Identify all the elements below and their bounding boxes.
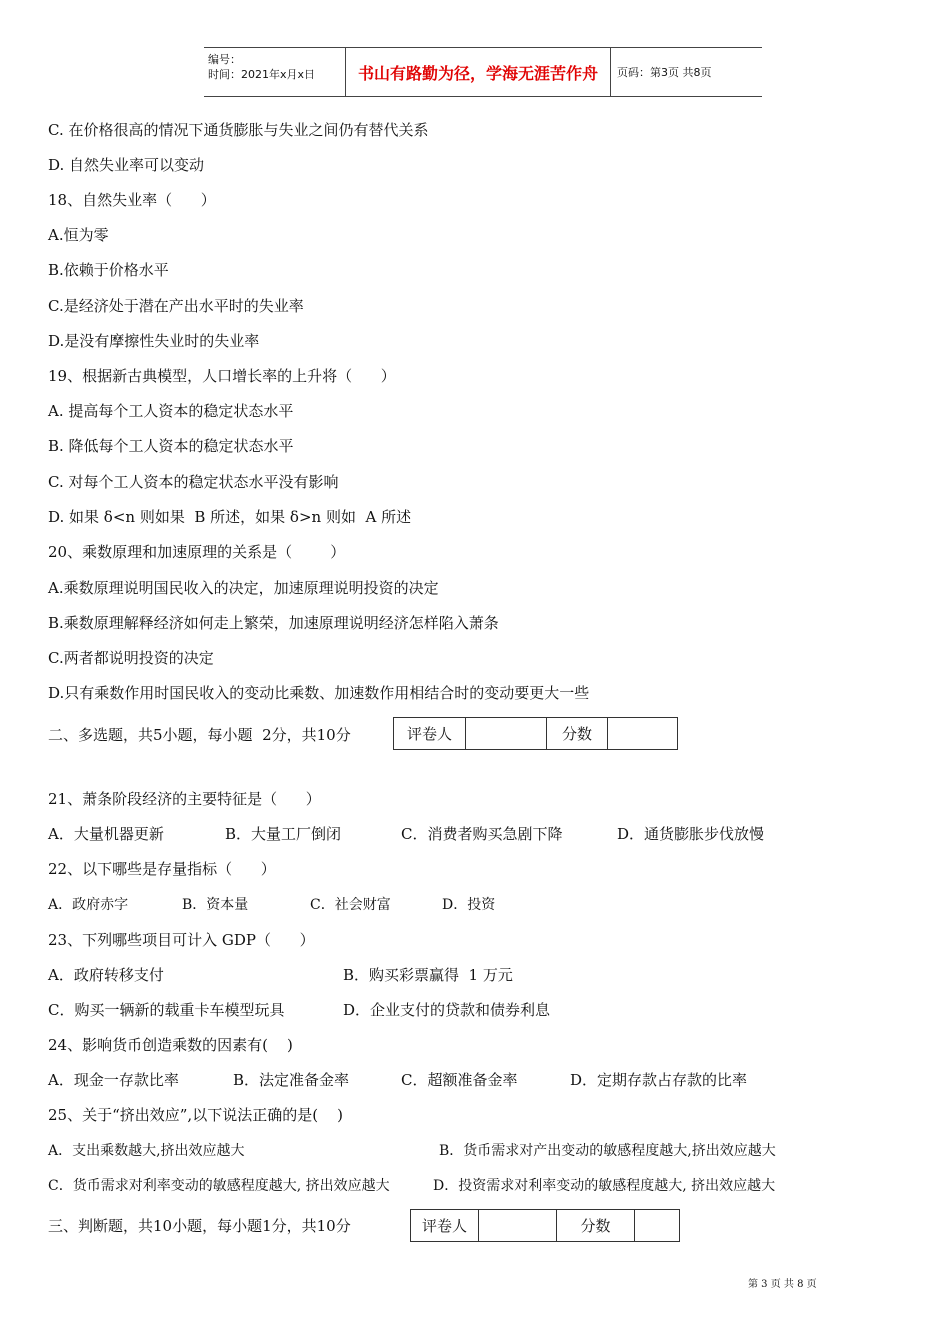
q25-option-a: A．支出乘数越大,挤出效应越大 <box>48 1143 245 1159</box>
q22-option-b: B．资本量 <box>182 897 249 913</box>
line-q20-d: D.只有乘数作用时国民收入的变动比乘数、加速数作用相结合时的变动要更大一些 <box>48 684 590 702</box>
q21-option-b: B．大量工厂倒闭 <box>225 825 342 843</box>
line-q19-d: D. 如果 δ<n 则如果 B 所述，如果 δ>n 则如 A 所述 <box>48 508 412 526</box>
grader-cell[interactable] <box>466 718 547 749</box>
q23-option-a: A．政府转移支付 <box>48 966 164 984</box>
q21-option-c: C．消费者购买急剧下降 <box>401 825 563 843</box>
q25-option-d: D．投资需求对利率变动的敏感程度越大, 挤出效应越大 <box>433 1178 776 1194</box>
line-q18-b: B.依赖于价格水平 <box>48 261 169 279</box>
q22-option-c: C．社会财富 <box>310 897 391 913</box>
line-q17-c: C. 在价格很高的情况下通货膨胀与失业之间仍有替代关系 <box>48 121 429 139</box>
q24-option-b: B．法定准备金率 <box>233 1071 350 1089</box>
header-meta <box>204 48 346 96</box>
question-25: 25、关于“挤出效应”,以下说法正确的是( ) <box>48 1106 343 1124</box>
question-23: 23、下列哪些项目可计入 GDP（ ） <box>48 931 315 949</box>
section-3-title: 三、判断题，共10小题，每小题1分，共10分 <box>48 1217 351 1235</box>
q25-option-b: B．货币需求对产出变动的敏感程度越大,挤出效应越大 <box>439 1143 776 1159</box>
score-cell[interactable] <box>635 1210 679 1241</box>
line-q19-a: A. 提高每个工人资本的稳定状态水平 <box>48 402 294 420</box>
q23-option-d: D．企业支付的贷款和债券利息 <box>343 1001 551 1019</box>
section-2-title: 二、多选题，共5小题，每小题 2分，共10分 <box>48 726 351 744</box>
q22-option-a: A．政府赤字 <box>48 897 129 913</box>
q21-option-d: D．通货膨胀步伐放慢 <box>617 825 765 843</box>
line-q20-c: C.两者都说明投资的决定 <box>48 649 214 667</box>
line-q19-c: C. 对每个工人资本的稳定状态水平没有影响 <box>48 473 339 491</box>
q24-option-d: D．定期存款占存款的比率 <box>570 1071 748 1089</box>
line-q19-b: B. 降低每个工人资本的稳定状态水平 <box>48 437 294 455</box>
number-label: 编号： <box>208 53 241 66</box>
line-q18-d: D.是没有摩擦性失业时的失业率 <box>48 332 260 350</box>
grader-label: 评卷人 <box>394 718 466 749</box>
question-19: 19、根据新古典模型，人口增长率的上升将（ ） <box>48 367 396 385</box>
question-18: 18、自然失业率（ ） <box>48 191 216 209</box>
q22-option-d: D．投资 <box>442 897 496 913</box>
page-header <box>204 47 762 97</box>
question-21: 21、萧条阶段经济的主要特征是（ ） <box>48 790 321 808</box>
header-motto: 书山有路勤为径，学海无涯苦作舟 <box>346 48 611 96</box>
header-page-label: 页码：第3页 共8页 <box>617 66 712 79</box>
q21-option-a: A．大量机器更新 <box>48 825 164 843</box>
q23-option-c: C．购买一辆新的载重卡车模型玩具 <box>48 1001 285 1019</box>
q25-option-c: C．货币需求对利率变动的敏感程度越大, 挤出效应越大 <box>48 1178 390 1194</box>
grader-cell[interactable] <box>479 1210 557 1241</box>
score-label: 分数 <box>557 1210 635 1241</box>
line-q20-b: B.乘数原理解释经济如何走上繁荣，加速原理说明经济怎样陷入萧条 <box>48 614 499 632</box>
q24-option-c: C．超额准备金率 <box>401 1071 518 1089</box>
q24-option-a: A．现金一存款比率 <box>48 1071 179 1089</box>
time-label: 时间：2021年x月x日 <box>208 68 316 81</box>
question-22: 22、以下哪些是存量指标（ ） <box>48 860 276 878</box>
question-24: 24、影响货币创造乘数的因素有( ) <box>48 1036 293 1054</box>
score-label: 分数 <box>547 718 608 749</box>
score-cell[interactable] <box>608 718 677 749</box>
q23-option-b: B．购买彩票赢得 1 万元 <box>343 966 513 984</box>
section-2-score-table <box>393 717 678 750</box>
line-q18-a: A.恒为零 <box>48 226 109 244</box>
grader-label: 评卷人 <box>411 1210 479 1241</box>
line-q17-d: D. 自然失业率可以变动 <box>48 156 205 174</box>
page-footer: 第 3 页 共 8 页 <box>748 1279 817 1290</box>
question-20: 20、乘数原理和加速原理的关系是（ ） <box>48 543 346 561</box>
section-3-score-table <box>410 1209 680 1242</box>
line-q20-a: A.乘数原理说明国民收入的决定，加速原理说明投资的决定 <box>48 579 439 597</box>
line-q18-c: C.是经济处于潜在产出水平时的失业率 <box>48 297 304 315</box>
